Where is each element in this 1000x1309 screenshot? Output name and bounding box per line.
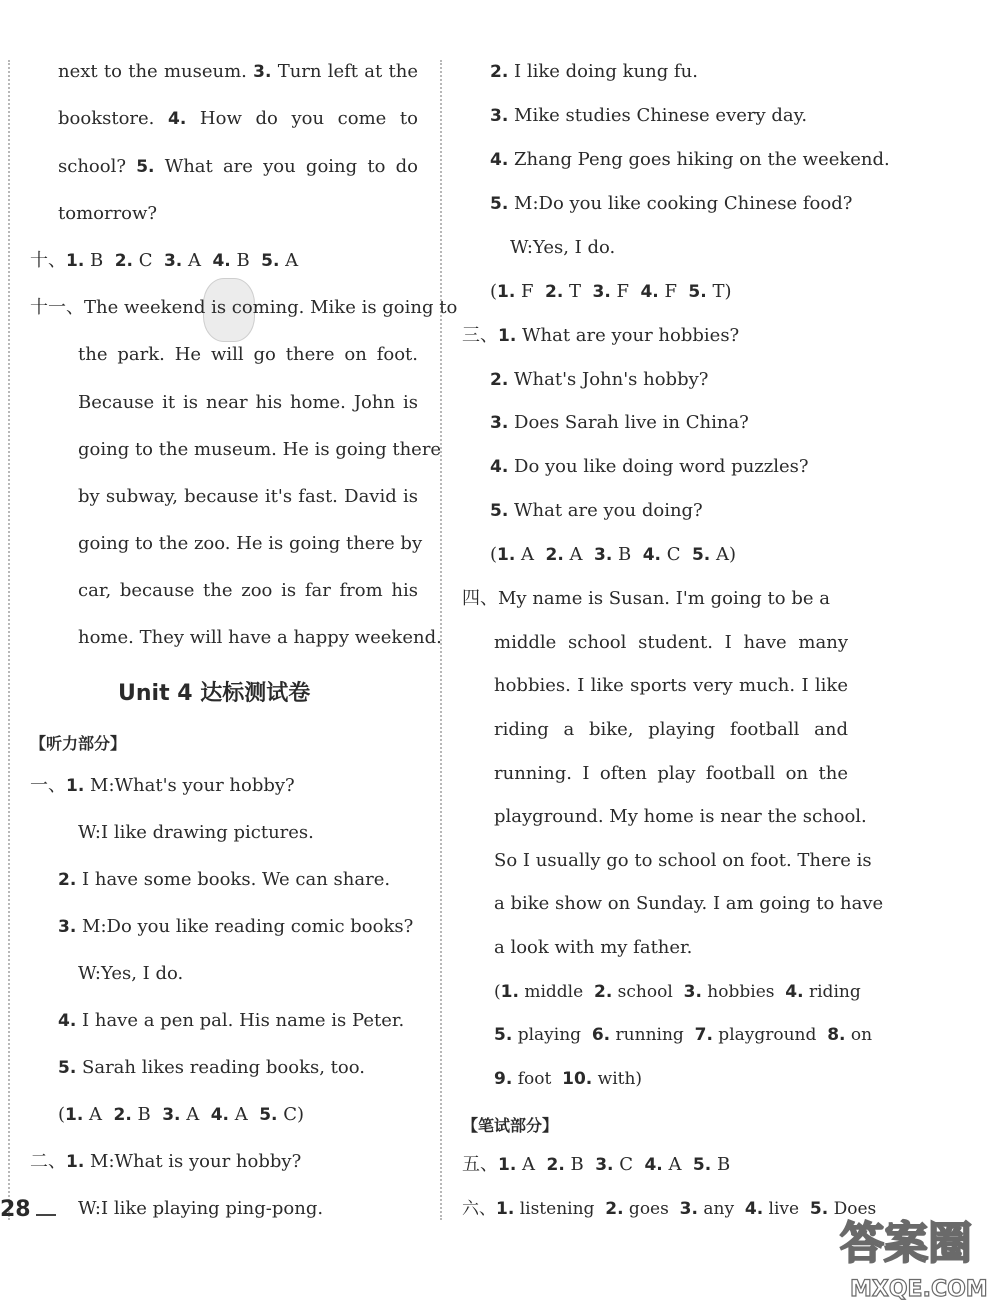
text-line: W:Yes, I do. [510, 237, 616, 258]
text-line: next to the museum. 3. Turn left at the [58, 61, 418, 82]
text-line: Because it is near his home. John is [78, 392, 418, 413]
unit-heading: Unit 4 达标测试卷 [118, 681, 311, 706]
page-number: 28 [0, 1197, 31, 1222]
text-line: 四、My name is Susan. I'm going to be a [462, 588, 830, 609]
watermark-logo [830, 1200, 1000, 1305]
answer-row: (1. middle 2. school 3. hobbies 4. riding [494, 982, 861, 1002]
text-line: car, because the zoo is far from his [78, 580, 418, 601]
text-line: 4. Do you like doing word puzzles? [490, 456, 809, 477]
text-line: So I usually go to school on foot. There is [494, 850, 872, 871]
text-line: home. They will have a happy weekend. [78, 627, 442, 648]
text-line: going to the museum. He is going there [78, 439, 442, 460]
text-line: middle school student. I have many [494, 632, 848, 653]
text-line: 5. M:Do you like cooking Chinese food? [490, 193, 853, 214]
text-line: 2. I have some books. We can share. [58, 869, 391, 890]
text-line: 3. Mike studies Chinese every day. [490, 105, 808, 126]
text-line: 2. What's John's hobby? [490, 369, 709, 390]
answer-row: 5. playing 6. running 7. playground 8. on [494, 1025, 873, 1045]
text-line: 5. What are you doing? [490, 500, 703, 521]
text-line: W:I like playing ping-pong. [78, 1198, 324, 1219]
text-line: going to the zoo. He is going there by [78, 533, 423, 554]
answer-row: (1. A 2. B 3. A 4. A 5. C) [58, 1104, 305, 1125]
watermark-main-text: 答案圈 [840, 1218, 972, 1269]
text-line: 一、1. M:What's your hobby? [30, 775, 295, 796]
text-line: a look with my father. [494, 937, 693, 958]
page-number-dash [36, 1214, 56, 1216]
text-line: tomorrow? [58, 203, 158, 224]
text-line: by subway, because it's fast. David is [78, 486, 418, 507]
text-line: a bike show on Sunday. I am going to have [494, 893, 884, 914]
text-line: bookstore. 4. How do you come to [58, 108, 418, 129]
section-label-writing: 【笔试部分】 [462, 1116, 559, 1135]
text-line: school? 5. What are you going to do [58, 156, 418, 177]
text-line: riding a bike, playing football and [494, 719, 848, 740]
text-line: 十一、The weekend is coming. Mike is going to [30, 297, 458, 318]
answer-row: 六、1. listening 2. goes 3. any 4. live 5. Does [462, 1199, 877, 1219]
text-line: hobbies. I like sports very much. I like [494, 675, 848, 696]
answer-row: 五、1. A 2. B 3. C 4. A 5. B [462, 1154, 731, 1175]
text-line: 4. Zhang Peng goes hiking on the weekend. [490, 149, 890, 170]
text-line: 二、1. M:What is your hobby? [30, 1151, 302, 1172]
left-margin-rule [8, 60, 10, 1220]
text-line: 4. I have a pen pal. His name is Peter. [58, 1010, 405, 1031]
text-line: W:I like drawing pictures. [78, 822, 314, 843]
answer-row: 9. foot 10. with) [494, 1069, 643, 1089]
text-line: running. I often play football on the [494, 763, 848, 784]
answer-row: 十、1. B 2. C 3. A 4. B 5. A [30, 250, 299, 271]
watermark-url-text: MXQE.COM [850, 1277, 988, 1302]
answer-row: (1. F 2. T 3. F 4. F 5. T) [490, 281, 732, 302]
text-line: 3. Does Sarah live in China? [490, 412, 749, 433]
text-line: playground. My home is near the school. [494, 806, 867, 827]
text-line: 3. M:Do you like reading comic books? [58, 916, 414, 937]
text-line: 三、1. What are your hobbies? [462, 325, 740, 346]
section-label-listening: 【听力部分】 [30, 734, 127, 753]
answer-row: (1. A 2. A 3. B 4. C 5. A) [490, 544, 736, 565]
text-line: 2. I like doing kung fu. [490, 61, 698, 82]
text-line: 5. Sarah likes reading books, too. [58, 1057, 365, 1078]
text-line: W:Yes, I do. [78, 963, 184, 984]
text-line: the park. He will go there on foot. [78, 344, 418, 365]
